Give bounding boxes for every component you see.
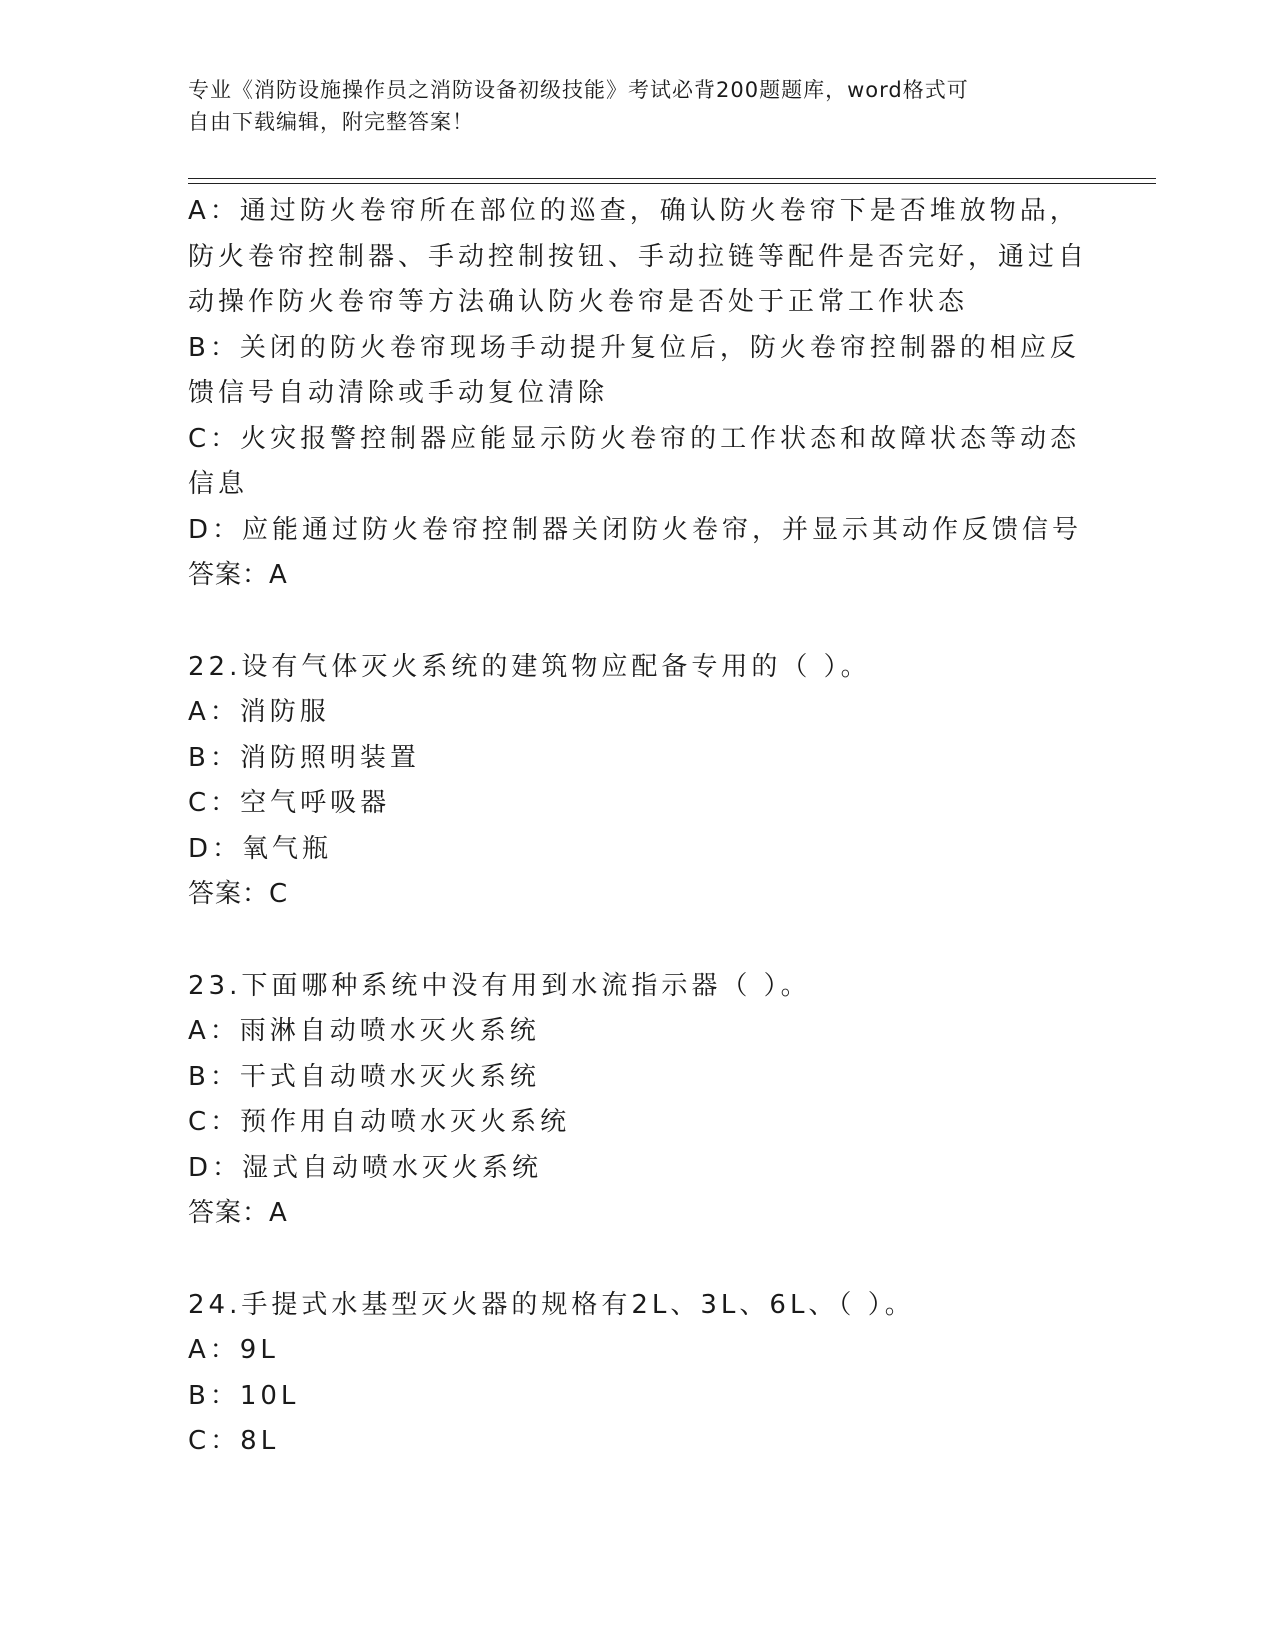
option-d: D：应能通过防火卷帘控制器关闭防火卷帘，并显示其动作反馈信号: [188, 514, 1083, 545]
question-22: [188, 645, 1088, 918]
answer: 答案：A: [188, 560, 288, 590]
question-stem: 24.手提式水基型灭火器的规格有2L、3L、6L、（ ）。: [188, 1289, 915, 1320]
question-stem: 22.设有气体灭火系统的建筑物应配备专用的（ ）。: [188, 651, 871, 682]
option-a: A：消防服: [188, 697, 330, 727]
option-a: A：雨淋自动喷水灭火系统: [188, 1016, 540, 1046]
option-a: A：9L: [188, 1335, 279, 1365]
question-stem: 23.下面哪种系统中没有用到水流指示器（ ）。: [188, 970, 811, 1001]
header-line-2: 自由下载编辑，附完整答案！: [188, 110, 474, 134]
header-line-1: 专业《消防设施操作员之消防设备初级技能》考试必背200题题库，word格式可: [188, 78, 969, 102]
option-a: A：通过防火卷帘所在部位的巡查，确认防火卷帘下是否堆放物品，防火卷帘控制器、手动控制按钮、手动拉链等配件是否完好，通过自动操作防火卷帘等方法确认防火卷帘是否处于正常工作状态: [188, 196, 1089, 317]
option-b: B：关闭的防火卷帘现场手动提升复位后，防火卷帘控制器的相应反馈信号自动清除或手动复位清除: [188, 332, 1080, 408]
answer: 答案：A: [188, 1198, 288, 1228]
option-b: B：10L: [188, 1380, 300, 1411]
question-list: [188, 189, 1088, 1465]
option-b: B：消防照明装置: [188, 742, 420, 773]
question-23: [188, 964, 1088, 1237]
header-divider-top: [188, 178, 1156, 179]
option-b: B：干式自动喷水灭火系统: [188, 1061, 540, 1092]
question-24: [188, 1283, 1088, 1465]
question-21: [188, 189, 1088, 599]
option-d: D：氧气瓶: [188, 833, 333, 864]
option-c: C：8L: [188, 1426, 280, 1456]
header-divider-bottom: [188, 183, 1156, 184]
option-c: C：空气呼吸器: [188, 788, 391, 818]
option-c: C：火灾报警控制器应能显示防火卷帘的工作状态和故障状态等动态信息: [188, 423, 1081, 499]
option-d: D：湿式自动喷水灭火系统: [188, 1152, 543, 1183]
answer: 答案：C: [188, 879, 289, 909]
document-header: [188, 74, 1088, 138]
option-c: C：预作用自动喷水灭火系统: [188, 1107, 571, 1137]
